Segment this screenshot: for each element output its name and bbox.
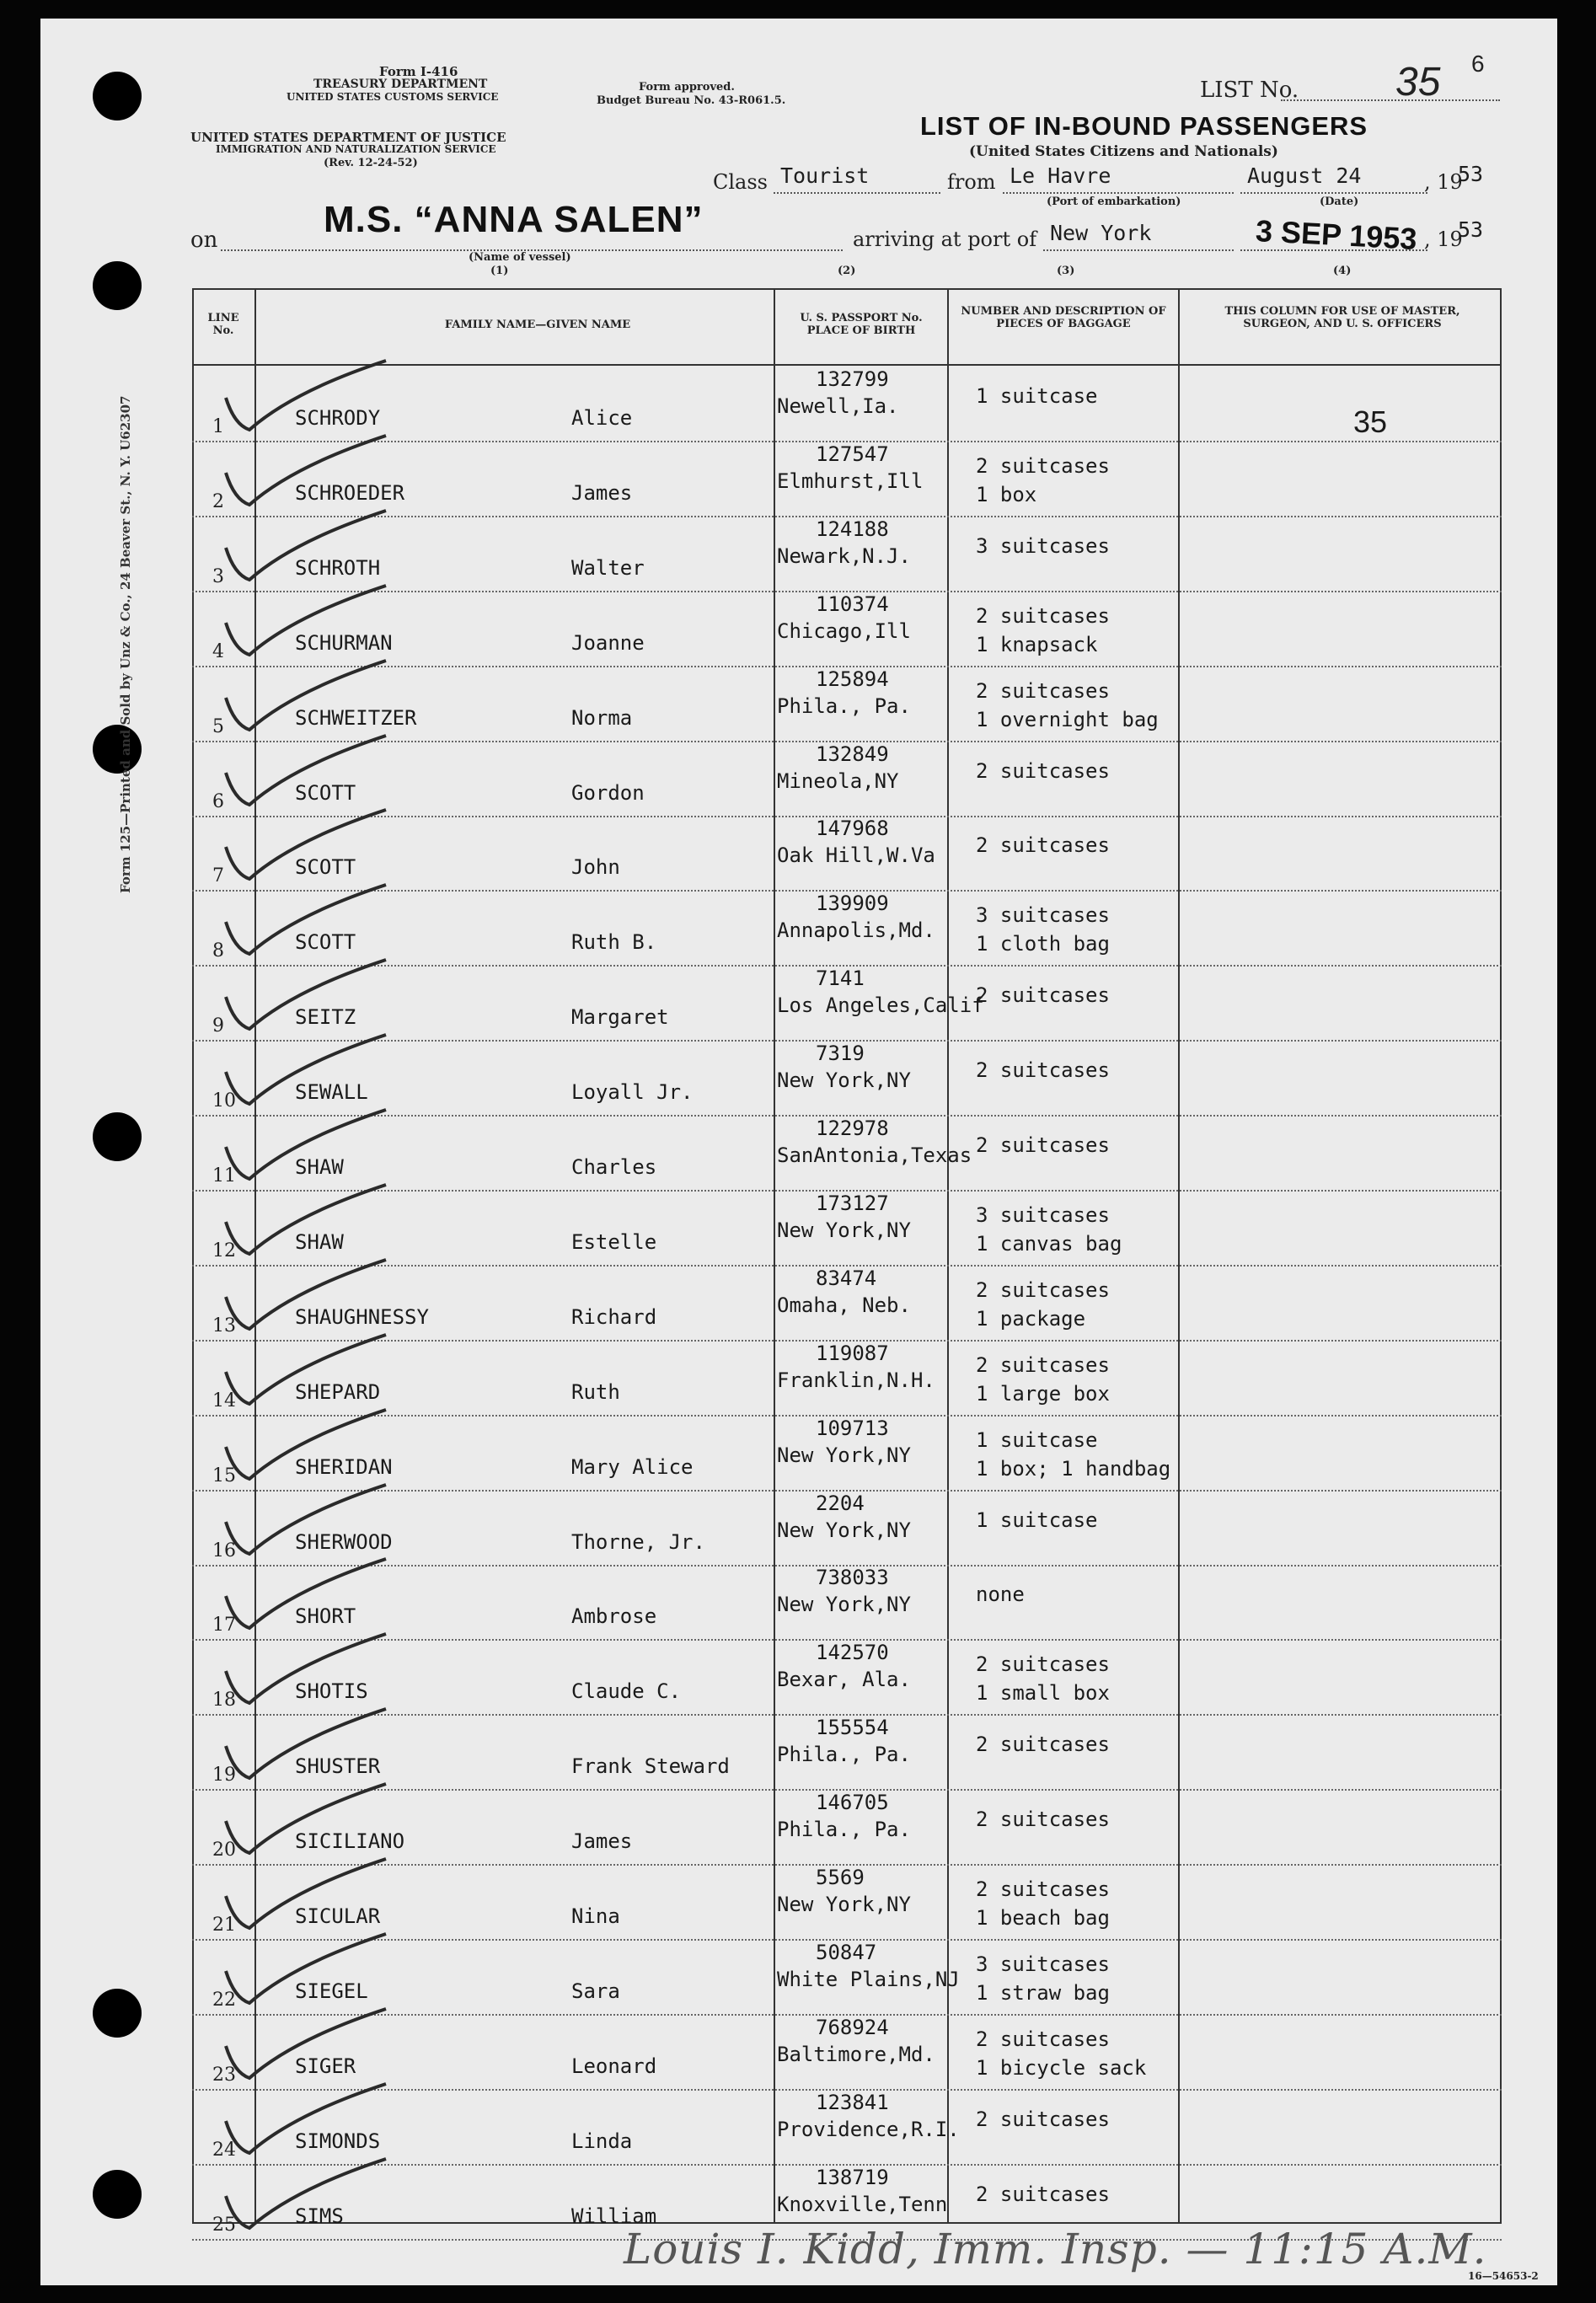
passport-number: 2204 <box>816 1491 865 1515</box>
passport-number: 146705 <box>816 1791 889 1815</box>
passenger-row <box>192 1115 1502 1192</box>
passenger-row <box>192 666 1502 742</box>
given-name: Gordon <box>571 780 645 805</box>
given-name: Walter <box>571 555 645 580</box>
passenger-row <box>192 1714 1502 1791</box>
passenger-row <box>192 1939 1502 2016</box>
line-number: 20 <box>212 1840 236 1861</box>
given-name: Ruth <box>571 1379 620 1404</box>
passenger-row <box>192 441 1502 517</box>
line-number: 4 <box>212 640 224 662</box>
line-number: 17 <box>212 1615 236 1636</box>
check-mark-icon <box>217 432 420 517</box>
departure-year-prefix: , 19 <box>1424 170 1463 194</box>
family-name: SCHROEDER <box>295 480 405 505</box>
passport-number: 147968 <box>816 817 889 841</box>
passenger-row <box>192 1789 1502 1866</box>
family-name: SHAW <box>295 1229 344 1254</box>
given-name: Margaret <box>571 1005 669 1030</box>
baggage-line-2: 1 large box <box>976 1381 1110 1406</box>
on-label: on <box>190 228 218 253</box>
list-subtitle: (United States Citizens and Nationals) <box>969 143 1278 160</box>
place-of-birth: White Plains,NJ <box>777 1967 960 1991</box>
check-mark-icon <box>217 881 420 966</box>
passport-number: 122978 <box>816 1117 889 1140</box>
check-mark-icon <box>217 1631 420 1715</box>
family-name: SHERIDAN <box>295 1454 393 1479</box>
header-baggage: NUMBER AND DESCRIPTION OF PIECES OF BAGGAGE <box>961 305 1166 330</box>
family-name: SHEPARD <box>295 1379 381 1404</box>
line-number: 7 <box>212 865 224 887</box>
given-name: Claude C. <box>571 1679 682 1704</box>
family-name: SHAW <box>295 1155 344 1179</box>
place-of-birth: SanAntonia,Texas <box>777 1143 972 1167</box>
line-number: 21 <box>212 1915 236 1936</box>
place-of-birth: Los Angeles,Calif <box>777 994 984 1018</box>
line-number: 19 <box>212 1765 236 1786</box>
baggage-line-1: 2 suitcases <box>976 1733 1110 1757</box>
check-mark-icon <box>217 357 420 442</box>
place-of-birth: Baltimore,Md. <box>777 2042 935 2066</box>
from-underline <box>1003 192 1234 194</box>
passenger-row <box>192 2089 1502 2166</box>
check-mark-icon <box>217 1331 420 1416</box>
baggage-line-1: 2 suitcases <box>976 678 1110 703</box>
line-number: 11 <box>212 1165 236 1186</box>
arrival-year-prefix: , 19 <box>1424 228 1463 251</box>
place-of-birth: New York,NY <box>777 1893 911 1916</box>
place-of-birth: Elmhurst,Ill <box>777 469 924 493</box>
baggage-line-1: 2 suitcases <box>976 1808 1110 1832</box>
class-label: Class <box>713 170 768 194</box>
list-title: LIST OF IN-BOUND PASSENGERS <box>920 111 1368 141</box>
check-mark-icon <box>217 657 420 742</box>
line-number: 16 <box>212 1540 236 1561</box>
given-name: Norma <box>571 705 633 730</box>
vessel-name: M.S. “ANNA SALEN” <box>324 199 704 240</box>
budget-bureau: Budget Bureau No. 43-R061.5. <box>597 94 786 107</box>
place-of-birth: New York,NY <box>777 1593 911 1617</box>
passenger-row <box>192 890 1502 967</box>
line-number: 2 <box>212 490 224 512</box>
place-of-birth: Newark,N.J. <box>777 544 911 568</box>
place-of-birth: Chicago,Ill <box>777 619 911 643</box>
family-name: SIMS <box>295 2204 344 2228</box>
line-number: 12 <box>212 1240 236 1261</box>
arrival-underline <box>1240 249 1427 251</box>
family-name: SEWALL <box>295 1080 368 1105</box>
given-name: Frank Steward <box>571 1754 730 1779</box>
passport-number: 5569 <box>816 1866 865 1889</box>
given-name: Leonard <box>571 2054 657 2078</box>
family-name: SCHWEITZER <box>295 705 417 730</box>
family-name: SHERWOOD <box>295 1529 393 1554</box>
inspector-signature: Louis I. Kidd, Imm. Insp. — 11:15 A.M. <box>624 2225 1487 2274</box>
baggage-line-1: 1 suitcase <box>976 384 1098 408</box>
passport-number: 155554 <box>816 1716 889 1740</box>
family-name: SCHROTH <box>295 555 381 580</box>
check-mark-icon <box>217 1481 420 1566</box>
passport-number: 124188 <box>816 517 889 541</box>
punch-hole <box>93 725 142 774</box>
baggage-line-1: 2 suitcases <box>976 1277 1110 1302</box>
place-of-birth: Newell,Ia. <box>777 394 899 418</box>
place-of-birth: New York,NY <box>777 1443 911 1467</box>
family-name: SIMONDS <box>295 2129 381 2153</box>
baggage-line-1: 2 suitcases <box>976 453 1110 478</box>
arrival-date-stamp: 3 SEP 1953 <box>1255 213 1418 256</box>
port-underline <box>1043 249 1234 251</box>
baggage-line-1: 2 suitcases <box>976 2182 1110 2206</box>
vessel-label: (Name of vessel) <box>469 251 571 264</box>
check-mark-icon <box>217 1106 420 1191</box>
treasury-dept: TREASURY DEPARTMENT <box>313 78 488 91</box>
family-name: SIEGEL <box>295 1979 368 2003</box>
line-number: 6 <box>212 790 224 812</box>
family-name: SCOTT <box>295 855 356 880</box>
given-name: Ruth B. <box>571 930 657 955</box>
passport-number: 7141 <box>816 967 865 991</box>
col-1-marker: (1) <box>490 265 509 277</box>
family-name: SIGER <box>295 2054 356 2078</box>
check-mark-icon <box>217 1781 420 1865</box>
departure-date: August 24 <box>1247 163 1362 188</box>
family-name: SEITZ <box>295 1005 356 1030</box>
printer-sidebar: Form 125—Printed and Sold by Unz & Co., 24 Beaver St., N. Y. U62307 <box>118 395 133 893</box>
passenger-row <box>192 1564 1502 1641</box>
list-no-extra: 6 <box>1471 51 1485 77</box>
baggage-line-1: 1 suitcase <box>976 1427 1098 1452</box>
baggage-line-2: 1 box <box>976 482 1037 506</box>
col-4-marker: (4) <box>1333 265 1352 277</box>
check-mark-icon <box>217 1856 420 1940</box>
passenger-row <box>192 741 1502 817</box>
family-name: SICULAR <box>295 1904 381 1928</box>
family-name: SHUSTER <box>295 1754 381 1779</box>
line-number: 13 <box>212 1315 236 1336</box>
given-name: Mary Alice <box>571 1454 694 1479</box>
passport-number: 7319 <box>816 1042 865 1066</box>
from-value: Le Havre <box>1010 163 1111 188</box>
passenger-row <box>192 1265 1502 1342</box>
given-name: Joanne <box>571 630 645 655</box>
passport-number: 83474 <box>816 1266 877 1290</box>
given-name: Linda <box>571 2129 633 2153</box>
arriving-port: New York <box>1050 221 1152 245</box>
family-name: SCHRODY <box>295 406 381 430</box>
check-mark-icon <box>217 1706 420 1790</box>
ins-service: IMMIGRATION AND NATURALIZATION SERVICE <box>216 143 496 155</box>
place-of-birth: Annapolis,Md. <box>777 919 935 943</box>
passport-number: 142570 <box>816 1641 889 1665</box>
customs-service: UNITED STATES CUSTOMS SERVICE <box>287 91 499 103</box>
check-mark-icon <box>217 2156 420 2240</box>
place-of-birth: Phila., Pa. <box>777 1818 911 1842</box>
passenger-row <box>192 815 1502 892</box>
punch-hole <box>93 1112 142 1161</box>
place-of-birth: New York,NY <box>777 1218 911 1242</box>
baggage-line-1: 2 suitcases <box>976 1058 1110 1083</box>
line-number: 9 <box>212 1015 224 1037</box>
passport-number: 110374 <box>816 592 889 616</box>
passport-number: 132849 <box>816 742 889 766</box>
given-name: James <box>571 1829 633 1854</box>
line-number: 1 <box>212 416 224 437</box>
given-name: Loyall Jr. <box>571 1080 694 1105</box>
place-of-birth: Providence,R.I. <box>777 2117 960 2141</box>
baggage-line-1: 3 suitcases <box>976 1202 1110 1227</box>
baggage-line-1: none <box>976 1583 1025 1607</box>
date-underline <box>1240 192 1427 194</box>
passenger-row <box>192 2014 1502 2091</box>
baggage-line-2: 1 canvas bag <box>976 1231 1122 1256</box>
passenger-row <box>192 1490 1502 1567</box>
check-mark-icon <box>217 2081 420 2165</box>
baggage-line-1: 2 suitcases <box>976 2027 1110 2051</box>
family-name: SHAUGHNESSY <box>295 1304 429 1329</box>
place-of-birth: Omaha, Neb. <box>777 1293 911 1317</box>
given-name: Thorne, Jr. <box>571 1529 705 1554</box>
baggage-line-1: 2 suitcases <box>976 1352 1110 1377</box>
family-name: SCOTT <box>295 930 356 955</box>
passenger-row <box>192 591 1502 667</box>
baggage-line-2: 1 box; 1 handbag <box>976 1456 1171 1481</box>
passport-number: 738033 <box>816 1566 889 1590</box>
place-of-birth: Oak Hill,W.Va <box>777 844 935 868</box>
baggage-line-1: 2 suitcases <box>976 2107 1110 2131</box>
punch-hole <box>93 72 142 121</box>
passport-number: 132799 <box>816 367 889 391</box>
passport-number: 50847 <box>816 1940 877 1964</box>
passenger-row <box>192 1864 1502 1941</box>
baggage-line-1: 2 suitcases <box>976 833 1110 858</box>
list-no-value: 35 <box>1395 60 1441 104</box>
place-of-birth: Franklin,N.H. <box>777 1368 935 1392</box>
header-name: FAMILY NAME—GIVEN NAME <box>444 319 631 331</box>
family-name: SHOTIS <box>295 1679 368 1704</box>
passenger-row <box>192 1190 1502 1267</box>
punch-hole <box>93 261 142 310</box>
baggage-line-1: 3 suitcases <box>976 533 1110 558</box>
officer-note: 35 <box>1353 404 1388 439</box>
baggage-line-1: 3 suitcases <box>976 903 1110 928</box>
col-3-marker: (3) <box>1057 265 1075 277</box>
line-number: 25 <box>212 2214 236 2236</box>
passport-number: 123841 <box>816 2090 889 2114</box>
list-no-underline <box>1281 99 1500 101</box>
place-of-birth: Mineola,NY <box>777 769 899 793</box>
baggage-line-2: 1 package <box>976 1306 1086 1331</box>
check-mark-icon <box>217 1256 420 1341</box>
baggage-line-1: 2 suitcases <box>976 1652 1110 1677</box>
place-of-birth: New York,NY <box>777 1518 911 1542</box>
line-number: 14 <box>212 1390 236 1411</box>
given-name: Richard <box>571 1304 657 1329</box>
check-mark-icon <box>217 1031 420 1116</box>
baggage-line-2: 1 knapsack <box>976 632 1098 656</box>
passenger-row <box>192 1340 1502 1417</box>
passport-number: 138719 <box>816 2165 889 2189</box>
passport-number: 119087 <box>816 1341 889 1365</box>
given-name: Nina <box>571 1904 620 1928</box>
line-number: 22 <box>212 1989 236 2011</box>
passport-number: 139909 <box>816 892 889 916</box>
class-underline <box>774 192 940 194</box>
passenger-table <box>192 288 1502 2236</box>
line-number: 23 <box>212 2064 236 2086</box>
place-of-birth: New York,NY <box>777 1068 911 1093</box>
baggage-line-2: 1 overnight bag <box>976 707 1159 731</box>
baggage-line-2: 1 beach bag <box>976 1906 1110 1930</box>
place-of-birth: Phila., Pa. <box>777 1743 911 1767</box>
check-mark-icon <box>217 2006 420 2090</box>
baggage-line-1: 1 suitcase <box>976 1508 1098 1532</box>
from-label: from <box>947 170 996 194</box>
passenger-row <box>192 1639 1502 1716</box>
passenger-row <box>192 366 1502 442</box>
given-name: Alice <box>571 406 633 430</box>
check-mark-icon <box>217 732 420 817</box>
line-number: 8 <box>212 940 224 962</box>
line-number: 3 <box>212 565 224 587</box>
date-label: (Date) <box>1320 195 1359 208</box>
check-mark-icon <box>217 582 420 667</box>
baggage-line-1: 3 suitcases <box>976 1952 1110 1976</box>
given-name: Sara <box>571 1979 620 2003</box>
family-name: SCOTT <box>295 780 356 805</box>
baggage-line-1: 2 suitcases <box>976 1877 1110 1901</box>
class-value: Tourist <box>780 163 870 188</box>
family-name: SHORT <box>295 1604 356 1629</box>
line-number: 15 <box>212 1465 236 1486</box>
passport-number: 173127 <box>816 1191 889 1215</box>
form-approved: Form approved. <box>639 81 735 94</box>
baggage-line-1: 2 suitcases <box>976 603 1110 628</box>
check-mark-icon <box>217 507 420 592</box>
footer-code: 16—54653-2 <box>1468 2270 1539 2282</box>
baggage-line-1: 2 suitcases <box>976 758 1110 783</box>
line-number: 10 <box>212 1090 236 1112</box>
passport-number: 109713 <box>816 1416 889 1440</box>
given-name: Ambrose <box>571 1604 657 1629</box>
line-number: 5 <box>212 715 224 737</box>
check-mark-icon <box>217 956 420 1041</box>
given-name: John <box>571 855 620 880</box>
check-mark-icon <box>217 1931 420 2015</box>
given-name: William <box>571 2204 657 2228</box>
baggage-line-2: 1 bicycle sack <box>976 2055 1147 2080</box>
passport-number: 125894 <box>816 667 889 691</box>
passenger-row <box>192 516 1502 592</box>
departure-year: 53 <box>1458 162 1484 186</box>
punch-hole <box>93 2170 142 2219</box>
embark-label: (Port of embarkation) <box>1047 195 1181 208</box>
baggage-line-2: 1 cloth bag <box>976 932 1110 956</box>
punch-hole <box>93 1989 142 2038</box>
place-of-birth: Knoxville,Tenn <box>777 2192 948 2216</box>
baggage-line-2: 1 straw bag <box>976 1980 1110 2005</box>
place-of-birth: Bexar, Ala. <box>777 1668 911 1692</box>
passenger-row <box>192 1415 1502 1492</box>
line-number: 24 <box>212 2139 236 2161</box>
col-2-marker: (2) <box>838 265 856 277</box>
header-officers: THIS COLUMN FOR USE OF MASTER, SURGEON, AND U. S. OFFICERS <box>1224 305 1460 330</box>
baggage-line-1: 2 suitcases <box>976 983 1110 1008</box>
arrival-year: 53 <box>1458 217 1484 242</box>
given-name: James <box>571 480 633 505</box>
justice-dept: UNITED STATES DEPARTMENT OF JUSTICE <box>190 130 506 145</box>
passenger-row <box>192 1040 1502 1117</box>
arriving-label: arriving at port of <box>853 228 1037 251</box>
line-number: 18 <box>212 1690 236 1711</box>
passenger-row <box>192 965 1502 1042</box>
family-name: SCHURMAN <box>295 630 393 655</box>
place-of-birth: Phila., Pa. <box>777 694 911 718</box>
check-mark-icon <box>217 1556 420 1640</box>
passport-number: 768924 <box>816 2015 889 2039</box>
form-number: Form I-416 <box>379 64 458 79</box>
revision-date: (Rev. 12-24-52) <box>324 157 418 169</box>
header-line-no: LINE No. <box>207 312 239 337</box>
baggage-line-2: 1 small box <box>976 1681 1110 1706</box>
list-no-label: LIST No. <box>1200 78 1299 103</box>
passport-number: 127547 <box>816 442 889 466</box>
header-passport: U. S. PASSPORT No. PLACE OF BIRTH <box>800 312 923 337</box>
check-mark-icon <box>217 1406 420 1491</box>
family-name: SICILIANO <box>295 1829 405 1854</box>
given-name: Estelle <box>571 1229 657 1254</box>
given-name: Charles <box>571 1155 657 1179</box>
check-mark-icon <box>217 1181 420 1266</box>
baggage-line-1: 2 suitcases <box>976 1133 1110 1157</box>
check-mark-icon <box>217 806 420 891</box>
